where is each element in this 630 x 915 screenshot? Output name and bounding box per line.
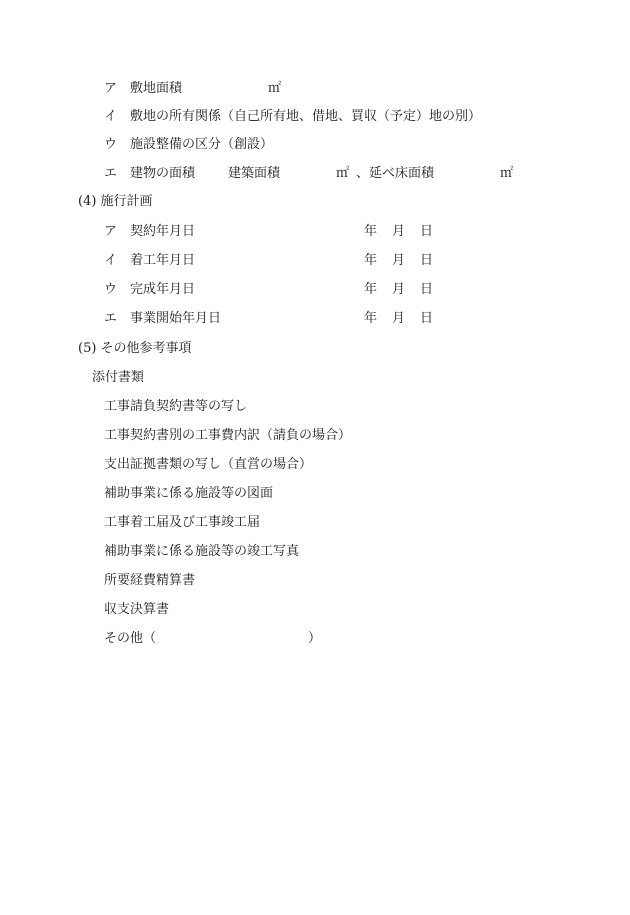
attachment-item: 所要経費精算書: [104, 573, 196, 588]
date-year-unit: 年: [364, 224, 378, 239]
attachment-item: 工事着工届及び工事竣工届: [104, 515, 261, 530]
facility-category-label: 施設整備の区分（創設）: [130, 137, 274, 152]
site-area-marker: ア: [104, 81, 118, 96]
start-date-label: 着工年月日: [130, 253, 196, 268]
total-floor-area-label: 、延べ床面積: [356, 166, 435, 181]
start-date-marker: イ: [104, 253, 118, 268]
completion-date-label: 完成年月日: [130, 282, 196, 297]
business-start-date-label: 事業開始年月日: [130, 311, 222, 326]
date-day-unit: 日: [420, 311, 434, 326]
construction-plan-heading: (4) 施行計画: [78, 194, 153, 209]
other-reference-heading: (5) その他参考事項: [78, 341, 192, 356]
date-day-unit: 日: [420, 224, 434, 239]
date-year-unit: 年: [364, 282, 378, 297]
other-close-paren: ）: [308, 631, 322, 646]
business-start-date-marker: エ: [104, 311, 118, 326]
date-day-unit: 日: [420, 253, 434, 268]
attachment-item: 補助事業に係る施設等の竣工写真: [104, 544, 300, 559]
construction-area-label: 建築面積: [228, 166, 281, 181]
date-year-unit: 年: [364, 253, 378, 268]
attachments-heading: 添付書類: [92, 370, 145, 385]
date-month-unit: 月: [392, 224, 406, 239]
attachment-item: 補助事業に係る施設等の図面: [104, 486, 274, 501]
site-ownership-label: 敷地の所有関係（自己所有地、借地、買収（予定）地の別）: [130, 109, 482, 124]
date-day-unit: 日: [420, 282, 434, 297]
date-month-unit: 月: [392, 311, 406, 326]
date-year-unit: 年: [364, 311, 378, 326]
attachment-item: 支出証拠書類の写し（直営の場合）: [104, 457, 313, 472]
contract-date-label: 契約年月日: [130, 224, 196, 239]
attachment-item: 収支決算書: [104, 602, 170, 617]
attachment-item-other: その他（: [104, 631, 157, 646]
contract-date-marker: ア: [104, 224, 118, 239]
site-area-label: 敷地面積: [130, 81, 183, 96]
building-area-label: 建物の面積: [130, 166, 196, 181]
completion-date-marker: ウ: [104, 282, 118, 297]
site-ownership-marker: イ: [104, 109, 118, 124]
building-area-marker: エ: [104, 166, 118, 181]
construction-area-unit: ㎡: [336, 166, 350, 181]
date-month-unit: 月: [392, 253, 406, 268]
total-floor-area-unit: ㎡: [500, 166, 514, 181]
facility-category-marker: ウ: [104, 137, 118, 152]
attachment-item: 工事請負契約書等の写し: [104, 399, 248, 414]
site-area-unit: ㎡: [268, 81, 282, 96]
attachment-item: 工事契約書別の工事費内訳（請負の場合）: [104, 428, 352, 443]
date-month-unit: 月: [392, 282, 406, 297]
